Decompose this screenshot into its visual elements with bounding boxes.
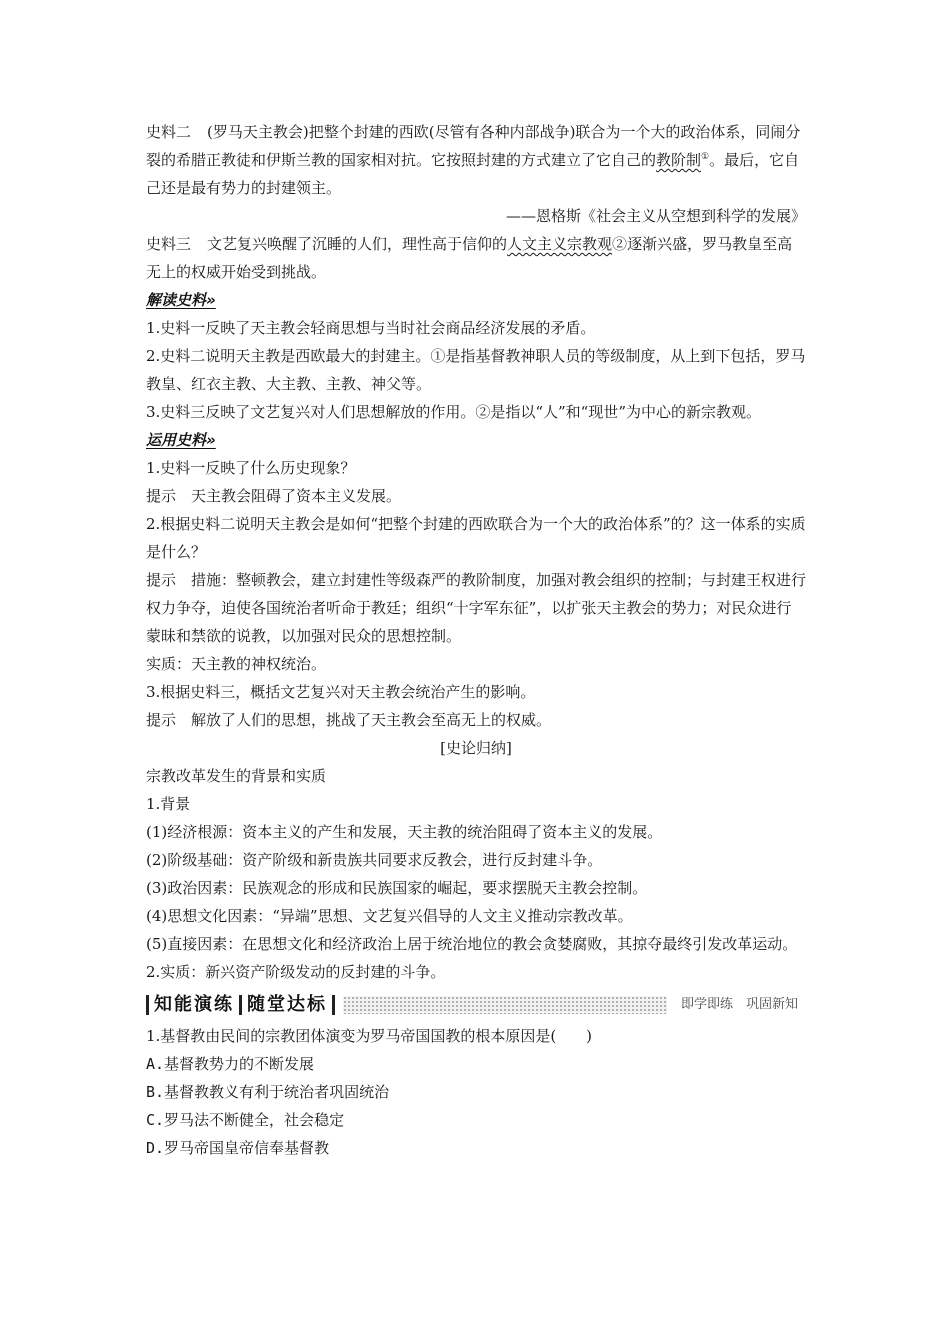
banner-divider	[332, 995, 335, 1015]
apply-answer-2-essence: 实质：天主教的神权统治。	[146, 655, 327, 673]
source-3-text-b: 逐渐兴盛，罗马教皇至高无上的权威开始受到挑战。	[146, 235, 793, 281]
interpret-heading	[146, 286, 806, 314]
source-2-attribution: ——恩格斯《社会主义从空想到科学的发展》	[505, 207, 806, 225]
summary-background-label: 1.背景	[146, 795, 191, 813]
practice-banner	[146, 992, 806, 1018]
summary-essence: 2.实质：新兴资产阶级发动的反封建的斗争。	[146, 963, 446, 981]
quiz-option-c: C.罗马法不断健全，社会稳定	[146, 1111, 345, 1129]
source-3-note-mark: ②	[612, 235, 628, 253]
source-2-text-a: (罗马天主教会)把整个封建的西欧(尽管有各种内部战争)联合为一个大的政治体系，同闹分裂的希腊正教徒和伊斯兰教的国家相对抗。它按照封建的方式建立了它自己的	[146, 123, 801, 169]
source-2-label: 史料二	[146, 123, 192, 141]
apply-question-2: 2.根据史料二说明天主教会是如何“把整个封建的西欧联合为一个大的政治体系”的？这一体系的实质是什么？	[146, 515, 806, 561]
summary-item: (3)政治因素：民族观念的形成和民族国家的崛起，要求摆脱天主教会控制。	[146, 879, 648, 897]
apply-question-1: 1.史料一反映了什么历史现象？	[146, 459, 356, 477]
summary-item: (1)经济根源：资本主义的产生和发展，天主教的统治阻碍了资本主义的发展。	[146, 823, 663, 841]
apply-question-3: 3.根据史料三，概括文艺复兴对天主教会统治产生的影响。	[146, 683, 536, 701]
banner-tagline: 即学即练 巩固新知	[667, 996, 806, 1014]
interpret-item: 2.史料二说明天主教是西欧最大的封建主。①是指基督教神职人员的等级制度，从上到下包括，罗马教皇、红衣主教、大主教、主教、神父等。	[146, 347, 806, 393]
double-chevron-icon: »	[206, 431, 216, 449]
summary-item: (5)直接因素：在思想文化和经济政治上居于统治地位的教会贪婪腐败，其掠夺最终引发改革运动。	[146, 935, 798, 953]
interpret-item: 3.史料三反映了文艺复兴对人们思想解放的作用。②是指以“人”和“现世”为中心的新宗教观。	[146, 403, 761, 421]
source-2-underlined-term: 教阶制	[656, 151, 702, 169]
banner-title-1: 知能演练	[154, 994, 234, 1015]
summary-heading: [史论归纳]	[440, 739, 512, 757]
source-2-paragraph	[146, 118, 806, 202]
quiz-option-d: D.罗马帝国皇帝信奉基督教	[146, 1139, 330, 1157]
interpret-heading-text: 解读史料	[146, 291, 207, 309]
summary-item: (2)阶级基础：资产阶级和新贵族共同要求反教会，进行反封建斗争。	[146, 851, 603, 869]
document-page	[146, 118, 806, 1162]
source-2-note-mark: ①	[701, 152, 710, 162]
apply-heading-text: 运用史料	[146, 431, 207, 449]
quiz-option-a: A.基督教势力的不断发展	[146, 1055, 315, 1073]
quiz-question: 1.基督教由民间的宗教团体演变为罗马帝国国教的根本原因是( )	[146, 1027, 593, 1045]
banner-dotted-strip	[343, 996, 806, 1014]
double-chevron-icon: »	[206, 291, 216, 309]
apply-answer-3: 提示 解放了人们的思想，挑战了天主教会至高无上的权威。	[146, 711, 552, 729]
apply-answer-1: 提示 天主教会阻碍了资本主义发展。	[146, 487, 402, 505]
summary-title: 宗教改革发生的背景和实质	[146, 767, 327, 785]
source-2-text-b: 。最后，它自己还是最有势力的封建领主。	[146, 151, 800, 197]
apply-heading	[146, 426, 806, 454]
source-3-text-a: 文艺复兴唤醒了沉睡的人们，理性高于信仰的	[207, 235, 508, 253]
quiz-option-b: B.基督教教义有利于统治者巩固统治	[146, 1083, 390, 1101]
source-3-underlined-term: 人文主义宗教观	[507, 235, 613, 253]
apply-answer-2: 提示 措施：整顿教会，建立封建性等级森严的教阶制度，加强对教会组织的控制；与封建王权进行权力争夺，迫使各国统治者听命于教廷；组织“十字军东征”，以扩张天主教会的势力；对民众进行蒙昧和禁欲的说教，以加强对民众的思想控制。	[146, 571, 807, 645]
banner-title-2: 随堂达标	[247, 994, 327, 1015]
source-3-paragraph	[146, 230, 806, 286]
summary-item: (4)思想文化因素：“异端”思想、文艺复兴倡导的人文主义推动宗教改革。	[146, 907, 633, 925]
interpret-item: 1.史料一反映了天主教会轻商思想与当时社会商品经济发展的矛盾。	[146, 319, 596, 337]
source-3-label: 史料三	[146, 235, 192, 253]
